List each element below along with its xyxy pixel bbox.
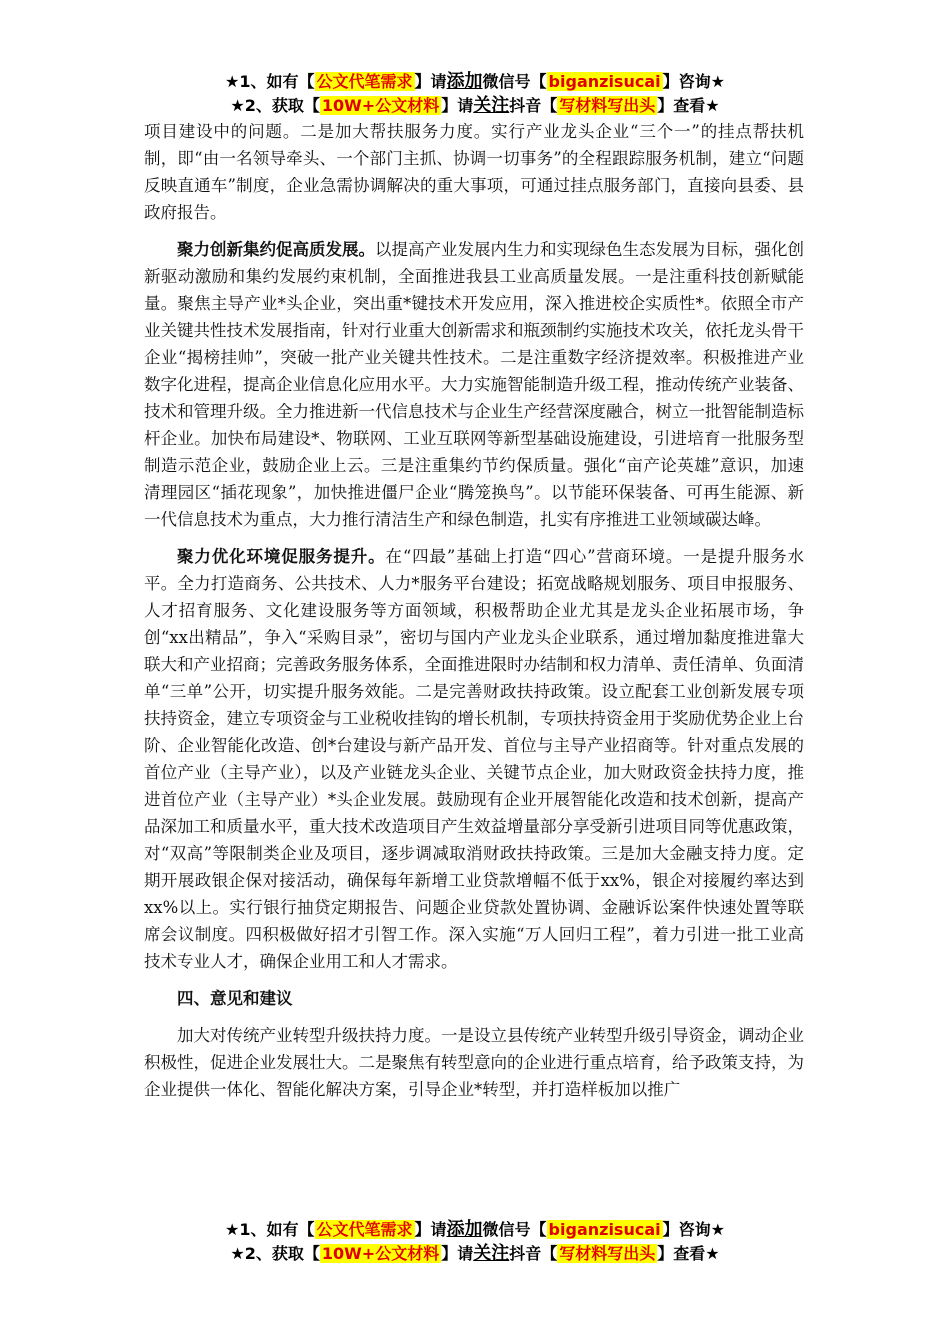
banner-text: ★2、获取【	[230, 1244, 320, 1263]
highlight-wechat-id: biganzisucai	[548, 1220, 661, 1239]
banner-text: 微信号【	[482, 72, 547, 91]
banner-text: 抖音【	[509, 96, 558, 115]
highlight-service: 公文代笔需求	[316, 1220, 413, 1239]
paragraph-innovation	[144, 236, 804, 533]
highlight-materials: 10W+公文材料	[321, 96, 440, 115]
banner-text: 】咨询★	[662, 1220, 725, 1239]
banner-text: 】查看★	[657, 96, 720, 115]
paragraph-body-environment: 在“四最”基础上打造“四心”营商环境。一是提升服务水平。全力打造商务、公共技术、人力*服务平台建设；拓宽战略规划服务、项目申报服务、人才招育服务、文化建设服务等方面领域，积极帮助企业尤其是龙头企业拓展市场，争创“xx出精品”，争入“采购目录”，密切与国内产业龙头企业联系，通过增加黏度推进靠大联大和产业招商；完善政务服务体系，全面推进限时办结制和权力清单、责任清单、负面清单“三单”公开，切实提升服务效能。二是完善财政扶持政策。设立配套工业创新发展专项扶持资金，建立专项资金与工业税收挂钩的增长机制，专项扶持资金用于奖励优势企业上台阶、企业智能化改造、创*台建设与新产品开发、首位与主导产业招商等。针对重点发展的首位产业（主导产业），以及产业链龙头企业、关键节点企业，加大财政资金扶持力度，推进首位产业（主导产业）*头企业发展。鼓励现有企业开展智能化改造和技术创新，提高产品深加工和质量水平，重大技术改造项目产生效益增量部分享受新引进项目同等优惠政策，对“双高”等限制类企业及项目，逐步调减取消财政扶持政策。三是加大金融支持力度。定期开展政银企保对接活动，确保每年新增工业贷款增幅不低于xx%，银企对接履约率达到xx%以上。实行银行抽贷定期报告、问题企业贷款处置协调、金融诉讼案件快速处置等联席会议制度。四积极做好招才引智工作。深入实施“万人回归工程”，着力引进一批工业高技术专业人才，确保企业用工和人才需求。	[144, 547, 805, 971]
paragraph-lead-environment: 聚力优化环境促服务提升。	[177, 547, 386, 566]
highlight-materials: 10W+公文材料	[321, 1244, 440, 1263]
banner-text: 】查看★	[657, 1244, 720, 1263]
paragraph-body-innovation: 以提高产业发展内生力和实现绿色生态发展为目标，强化创新驱动激励和集约发展约束机制，全面推进我县工业高质量发展。一是注重科技创新赋能量。聚焦主导产业*头企业，突出重*键技术开发应用，深入推进校企实质性*。依照全市产业关键共性技术发展指南，针对行业重大创新需求和瓶颈制约实施技术攻关，依托龙头骨干企业“揭榜挂帅”，突破一批产业关键共性技术。二是注重数字经济提效率。积极推进产业数字化进程，提高企业信息化应用水平。大力实施智能制造升级工程，推动传统产业装备、技术和管理升级。全力推进新一代信息技术与企业生产经营深度融合，树立一批智能制造标杆企业。加快布局建设*、物联网、工业互联网等新型基础设施建设，引进培育一批服务型制造示范企业，鼓励企业上云。三是注重集约节约保质量。强化“亩产论英雄”意识，加速清理园区“插花现象”，加快推进僵尸企业“腾笼换鸟”。以节能环保装备、可再生能源、新一代信息技术为重点，大力推行清洁生产和绿色制造，扎实有序推进工业领域碳达峰。	[144, 240, 804, 529]
top-banner-line-1	[0, 70, 950, 94]
paragraph-lead-innovation: 聚力创新集约促高质发展。	[177, 240, 375, 259]
paragraph-continued: 项目建设中的问题。二是加大帮扶服务力度。实行产业龙头企业“三个一”的挂点帮扶机制，即“由一名领导牵头、一个部门主抓、协调一切事务”的全程跟踪服务机制，建立“问题反映直通车”制度，企业急需协调解决的重大事项，可通过挂点服务部门，直接向县委、县政府报告。	[144, 122, 804, 222]
top-banner-line-2	[0, 94, 950, 118]
banner-text: 】咨询★	[662, 72, 725, 91]
banner-text: ★1、如有【	[225, 72, 315, 91]
banner-text: 微信号【	[482, 1220, 547, 1239]
banner-emphasis: 关注	[473, 1243, 510, 1264]
section-heading-suggestions: 四、意见和建议	[177, 989, 293, 1008]
banner-text: 】请	[441, 1244, 474, 1263]
banner-emphasis: 添加	[446, 71, 483, 92]
highlight-douyin: 写材料写出头	[559, 96, 656, 115]
banner-emphasis: 添加	[446, 1219, 483, 1240]
highlight-wechat-id: biganzisucai	[548, 72, 661, 91]
bottom-banner-line-2	[0, 1242, 950, 1266]
highlight-douyin: 写材料写出头	[559, 1244, 656, 1263]
bottom-banner-line-1	[0, 1218, 950, 1242]
banner-text: 】请	[414, 1220, 447, 1239]
banner-text: 】请	[414, 72, 447, 91]
banner-text: 抖音【	[509, 1244, 558, 1263]
paragraph-environment	[144, 543, 804, 975]
banner-text: ★1、如有【	[225, 1220, 315, 1239]
banner-emphasis: 关注	[473, 95, 510, 116]
banner-text: ★2、获取【	[230, 96, 320, 115]
banner-text: 】请	[441, 96, 474, 115]
document-body	[144, 118, 804, 1103]
paragraph-suggestion: 加大对传统产业转型升级扶持力度。一是设立县传统产业转型升级引导资金，调动企业积极性，促进企业发展壮大。二是聚焦有转型意向的企业进行重点培育，给予政策支持，为企业提供一体化、智能化解决方案，引导企业*转型，并打造样板加以推广	[144, 1026, 804, 1099]
highlight-service: 公文代笔需求	[316, 72, 413, 91]
